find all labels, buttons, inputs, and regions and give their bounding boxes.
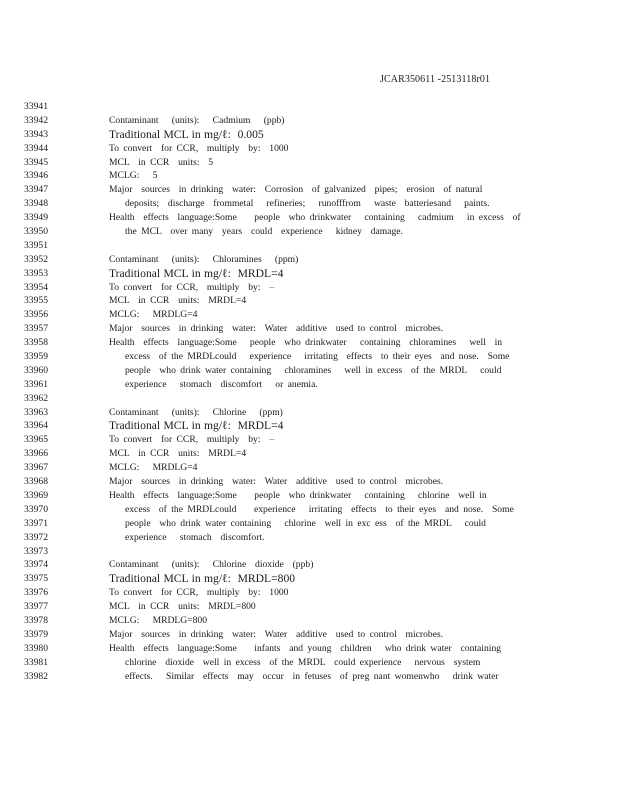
line-number: 33972 — [24, 531, 48, 543]
line-number: 33954 — [24, 281, 48, 293]
document-line — [0, 406, 618, 420]
line-text: Traditional MCL in mg/ℓ: MRDL=4 — [109, 419, 284, 433]
line-number: 33963 — [24, 406, 48, 418]
document-line — [0, 225, 618, 239]
line-text: Health effects language:Some people who drinkwater containing cadmium in excess of — [109, 212, 521, 224]
line-text: experience stomach discomfort. — [125, 531, 265, 543]
document-line — [0, 100, 618, 114]
line-number: 33953 — [24, 267, 48, 279]
line-number: 33955 — [24, 295, 48, 307]
line-text: To convert for CCR, multiply by: – — [109, 281, 275, 293]
line-text: people who drink water containing chloramines well in excess of the MRDL could — [125, 364, 502, 376]
document-line — [0, 600, 618, 614]
line-text: MCLG: 5 — [109, 170, 158, 182]
document-line — [0, 656, 618, 670]
line-text: MCL in CCR units: MRDL=800 — [109, 601, 256, 613]
line-text: Contaminant (units): Chloramines (ppm) — [109, 253, 299, 265]
line-number: 33979 — [24, 628, 48, 640]
line-number: 33941 — [24, 101, 48, 112]
line-number: 33948 — [24, 198, 48, 210]
line-number: 33971 — [24, 517, 48, 529]
line-text: Traditional MCL in mg/ℓ: MRDL=4 — [109, 266, 284, 280]
line-text: effects. Similar effects may occur in fetuses of preg nant womenwho drink water — [125, 670, 499, 682]
line-number: 33957 — [24, 323, 48, 335]
line-number: 33980 — [24, 642, 48, 654]
document-line — [0, 572, 618, 586]
line-number: 33961 — [24, 378, 48, 390]
line-number: 33968 — [24, 476, 48, 488]
document-line — [0, 531, 618, 545]
document-line — [0, 628, 618, 642]
document-line — [0, 489, 618, 503]
line-number: 33956 — [24, 309, 48, 321]
line-number: 33951 — [24, 239, 48, 251]
line-number: 33952 — [24, 253, 48, 265]
line-number: 33960 — [24, 364, 48, 376]
line-number: 33967 — [24, 462, 48, 474]
document-line — [0, 169, 618, 183]
line-number: 33975 — [24, 573, 48, 585]
document-line — [0, 128, 618, 142]
line-text: chlorine dioxide well in excess of the MRDL could experience nervous system — [125, 656, 481, 668]
document-line — [0, 642, 618, 656]
line-number: 33942 — [24, 114, 48, 126]
document-line — [0, 433, 618, 447]
line-text: MCL in CCR units: 5 — [109, 156, 214, 168]
line-text: the MCL over many years could experience kidney damage. — [125, 226, 403, 238]
document-line — [0, 308, 618, 322]
document-line — [0, 239, 618, 253]
document-line — [0, 545, 618, 559]
document-line — [0, 447, 618, 461]
document-line — [0, 419, 618, 433]
document-line — [0, 253, 618, 267]
line-text: To convert for CCR, multiply by: – — [109, 434, 275, 446]
document-id-header: JCAR350611 -2513118r01 — [380, 74, 491, 85]
line-text: MCLG: MRDLG=800 — [109, 614, 208, 626]
line-number: 33981 — [24, 656, 48, 668]
line-number: 33964 — [24, 420, 48, 432]
document-line — [0, 211, 618, 225]
line-text: excess of the MRDLcould experience irritating effects to their eyes and nose. Some — [125, 503, 514, 515]
dash-mark: – — [269, 434, 275, 446]
line-text: experience stomach discomfort or anemia. — [125, 378, 318, 390]
document-line — [0, 517, 618, 531]
dash-mark: – — [269, 281, 275, 293]
document-line — [0, 294, 618, 308]
line-text: To convert for CCR, multiply by: 1000 — [109, 587, 289, 599]
document-line — [0, 558, 618, 572]
line-text: Health effects language:Some people who drinkwater containing chlorine well in — [109, 489, 487, 501]
line-text: MCLG: MRDLG=4 — [109, 462, 198, 474]
line-number: 33965 — [24, 434, 48, 446]
line-number: 33944 — [24, 142, 48, 154]
document-line — [0, 322, 618, 336]
document-line — [0, 350, 618, 364]
line-text: MCL in CCR units: MRDL=4 — [109, 448, 247, 460]
document-line — [0, 197, 618, 211]
line-number: 33970 — [24, 503, 48, 515]
line-number: 33976 — [24, 587, 48, 599]
line-number: 33978 — [24, 614, 48, 626]
document-line — [0, 586, 618, 600]
line-number: 33973 — [24, 545, 48, 557]
document-line — [0, 156, 618, 170]
line-number: 33969 — [24, 489, 48, 501]
document-line — [0, 114, 618, 128]
line-number: 33947 — [24, 184, 48, 196]
document-line — [0, 503, 618, 517]
document-line — [0, 392, 618, 406]
line-number: 33949 — [24, 212, 48, 224]
document-line — [0, 378, 618, 392]
document-line — [0, 364, 618, 378]
line-number: 33974 — [24, 559, 48, 571]
line-text: Major sources in drinking water: Water additive used to control microbes. — [109, 628, 444, 640]
line-text: Health effects language:Some people who drinkwater containing chloramines well in — [109, 337, 503, 349]
line-text: MCLG: MRDLG=4 — [109, 309, 198, 321]
line-number: 33959 — [24, 351, 48, 363]
document-line — [0, 267, 618, 281]
line-text: Traditional MCL in mg/ℓ: 0.005 — [109, 127, 264, 141]
line-number: 33945 — [24, 156, 48, 168]
line-number: 33943 — [24, 128, 48, 140]
line-number: 33946 — [24, 170, 48, 182]
line-text: Contaminant (units): Chlorine dioxide (ppb) — [109, 559, 314, 571]
document-line — [0, 142, 618, 156]
document-line — [0, 183, 618, 197]
line-text: To convert for CCR, multiply by: 1000 — [109, 142, 289, 154]
line-number: 33982 — [24, 670, 48, 682]
line-text: MCL in CCR units: MRDL=4 — [109, 295, 247, 307]
document-line — [0, 461, 618, 475]
line-text: Health effects language:Some infants and young children who drink water containing — [109, 642, 502, 654]
line-text: Major sources in drinking water: Water additive used to control microbes. — [109, 476, 444, 488]
line-text: Traditional MCL in mg/ℓ: MRDL=800 — [109, 572, 296, 586]
document-line — [0, 281, 618, 295]
document-body — [0, 100, 618, 683]
line-text: excess of the MRDLcould experience irritating effects to their eyes and nose. Some — [125, 351, 510, 363]
line-number: 33962 — [24, 392, 48, 404]
document-line — [0, 336, 618, 350]
line-text: people who drink water containing chlorine well in exc ess of the MRDL could — [125, 517, 486, 529]
line-text: Major sources in drinking water: Water additive used to control microbes. — [109, 323, 444, 335]
line-text: Major sources in drinking water: Corrosion of galvanized pipes; erosion of natural — [109, 184, 483, 196]
line-text: Contaminant (units): Chlorine (ppm) — [109, 406, 283, 418]
line-text: Contaminant (units): Cadmium (ppb) — [109, 114, 285, 126]
line-text: deposits; discharge frommetal refineries; runofffrom waste batteriesand paints. — [125, 198, 490, 210]
line-number: 33977 — [24, 601, 48, 613]
line-number: 33958 — [24, 337, 48, 349]
document-line — [0, 670, 618, 684]
line-number: 33950 — [24, 226, 48, 238]
line-number: 33966 — [24, 448, 48, 460]
document-line — [0, 475, 618, 489]
document-line — [0, 614, 618, 628]
